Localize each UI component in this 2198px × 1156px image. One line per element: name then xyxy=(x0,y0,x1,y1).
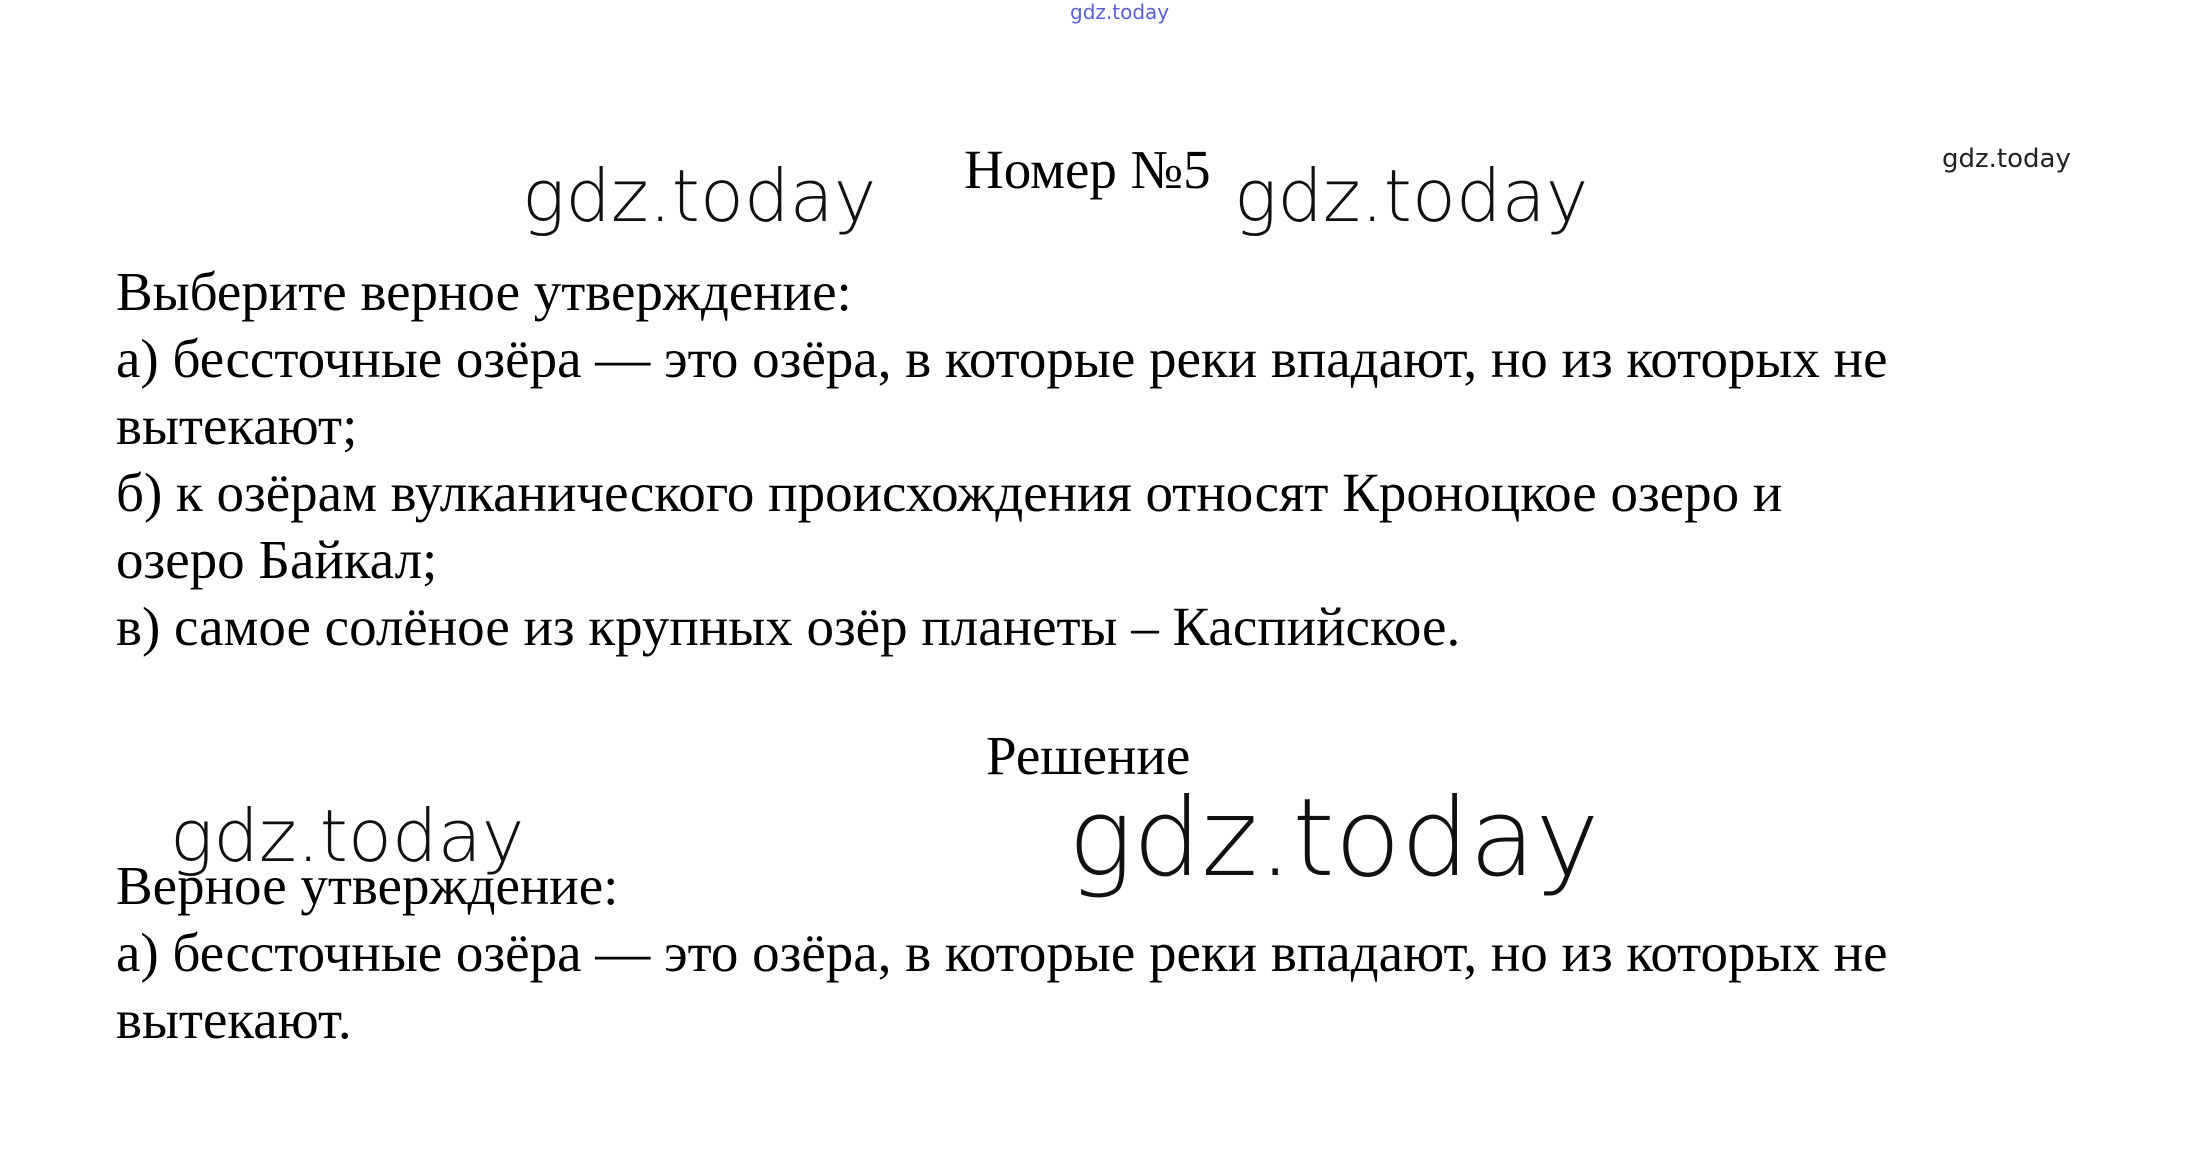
solution-title: Решение xyxy=(986,725,1191,786)
watermark-header-right: gdz.today xyxy=(1234,154,1589,238)
answer-line: Верное утверждение: xyxy=(116,855,619,916)
watermark-right: gdz.today xyxy=(1942,144,2071,174)
answer-text xyxy=(116,852,2126,1053)
task-line: б) к озёрам вулканического происхождения относят Кроноцкое озеро и xyxy=(116,462,1783,523)
task-line: вытекают; xyxy=(116,395,358,456)
task-line: Выберите верное утверждение: xyxy=(116,261,852,322)
task-line: а) бессточные озёра — это озёра, в которые реки впадают, но из которых не xyxy=(116,328,1888,389)
watermark-header-left: gdz.today xyxy=(522,154,877,238)
answer-line: вытекают. xyxy=(116,989,352,1050)
watermark-top: gdz.today xyxy=(1070,0,1170,24)
watermark-middle-big: gdz.today xyxy=(1068,776,1600,901)
task-line: в) самое солёное из крупных озёр планеты – Каспийское. xyxy=(116,596,1461,657)
task-line: озеро Байкал; xyxy=(116,529,438,590)
watermark-middle-left: gdz.today xyxy=(170,794,525,878)
task-text xyxy=(116,258,2126,660)
answer-line: а) бессточные озёра — это озёра, в которые реки впадают, но из которых не xyxy=(116,922,1888,983)
task-title: Номер №5 xyxy=(964,139,1211,200)
